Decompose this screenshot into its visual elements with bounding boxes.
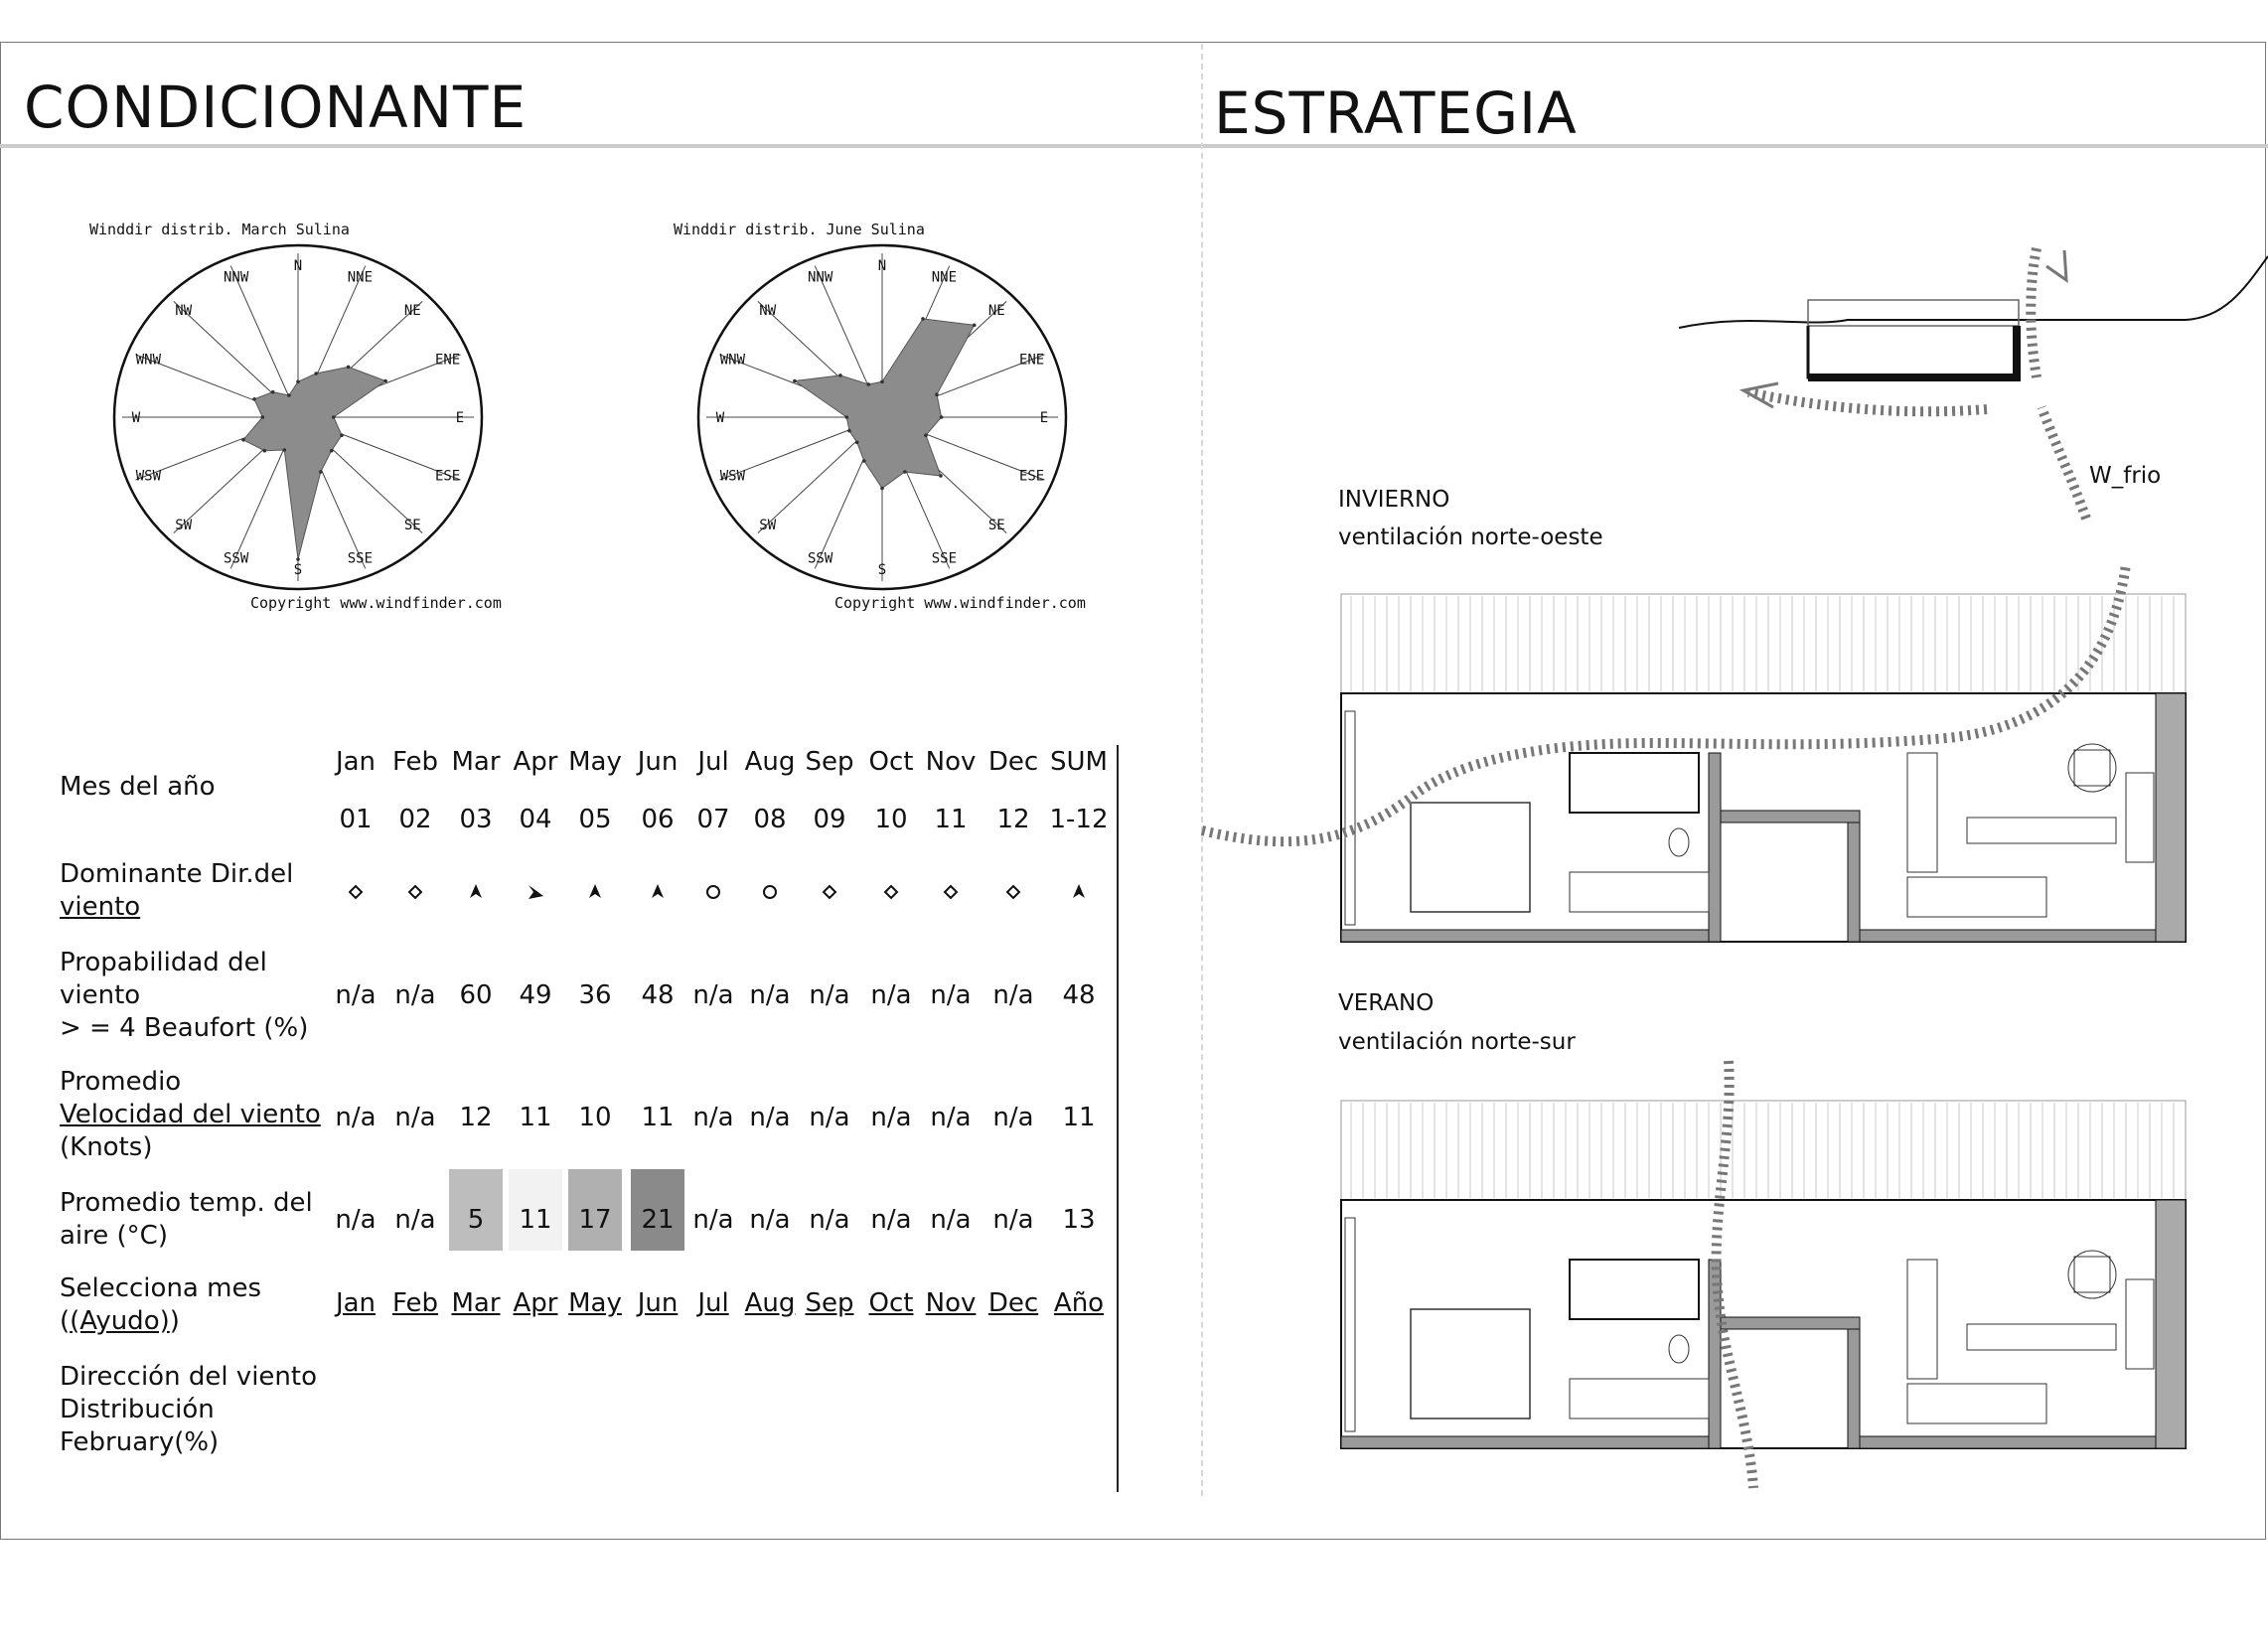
house-section-wall (2013, 326, 2021, 381)
speed-value: n/a (692, 1103, 734, 1132)
plan-wall-core (1848, 811, 1860, 942)
month-header: Jun (637, 747, 679, 777)
rose-direction-label: SE (987, 518, 1005, 534)
prob-value: n/a (692, 980, 734, 1010)
month-code: 11 (934, 805, 968, 834)
wind-rose-june (683, 238, 1081, 596)
paren-open: ( (60, 1306, 71, 1336)
select-month-link[interactable]: Feb (391, 1288, 439, 1318)
temp-value: n/a (335, 1205, 377, 1235)
rose-point (383, 379, 387, 383)
wind-flow-arrow (2031, 248, 2037, 377)
label-prob-line1: Propabilidad del (60, 948, 267, 977)
prob-value: 60 (459, 980, 493, 1010)
label-prob (60, 947, 308, 1045)
temp-value: n/a (809, 1205, 850, 1235)
table-rule (1117, 745, 1119, 1492)
rose-direction-label: NNE (931, 269, 958, 286)
toilet-icon (1669, 1335, 1689, 1363)
speed-value: 11 (641, 1103, 675, 1132)
month-code: 08 (753, 805, 787, 834)
prob-value: n/a (394, 980, 436, 1010)
rose-direction-label: NW (759, 302, 777, 319)
rose-direction-label: ENE (434, 352, 461, 369)
rose-point (283, 448, 287, 452)
wind-diamond-icon (1007, 886, 1019, 898)
prob-value: n/a (870, 980, 912, 1010)
select-month-link[interactable]: Jan (335, 1288, 377, 1318)
prob-value: n/a (335, 980, 377, 1010)
month-header: Sep (805, 747, 854, 777)
label-prob-line3: > = 4 Beaufort (%) (60, 1013, 309, 1043)
winter-title: INVIERNO (1338, 487, 1450, 513)
rose-point (855, 441, 859, 445)
rose-direction-label: NE (403, 302, 421, 319)
month-code: 10 (874, 805, 908, 834)
rose-point (880, 487, 884, 491)
rose-point (287, 393, 291, 397)
prob-value: 48 (641, 980, 675, 1010)
title-estrategia: ESTRATEGIA (1214, 79, 1578, 147)
rose-direction-label: SW (759, 518, 777, 534)
wind-diamond-icon (350, 886, 362, 898)
temp-value: n/a (870, 1205, 912, 1235)
wind-arrow-icon (1073, 884, 1085, 898)
bathtub-icon (1570, 872, 1709, 912)
plan-wall-east (2156, 693, 2186, 942)
speed-value: n/a (335, 1103, 377, 1132)
rose-direction-label: SW (175, 518, 193, 534)
month-code: 06 (641, 805, 675, 834)
rose-march-title: Winddir distrib. March Sulina (89, 221, 350, 238)
rose-direction-label: NNW (807, 269, 833, 286)
rose-point (838, 373, 842, 377)
rose-point (340, 433, 344, 437)
table-icon (2074, 1257, 2110, 1292)
month-header: Jan (335, 747, 377, 777)
paren-close: ) (169, 1306, 180, 1336)
kitchen-island-icon (1967, 1324, 2116, 1350)
bed-icon (1411, 1309, 1530, 1419)
wind-label: W_frio (2089, 463, 2162, 489)
month-header: Jul (697, 747, 729, 777)
label-dist-line2: Distribución (60, 1395, 215, 1424)
temp-value: 5 (467, 1205, 485, 1235)
bathroom (1570, 753, 1699, 813)
select-month-link[interactable]: May (568, 1288, 622, 1318)
rose-direction-label: NW (175, 302, 193, 319)
kitchen-counter-icon (2126, 1279, 2154, 1369)
house-section (1808, 326, 2019, 377)
wind-arrow-icon (589, 884, 601, 898)
rose-point (921, 317, 925, 321)
month-code: 07 (696, 805, 730, 834)
label-speed-line1: Promedio (60, 1067, 182, 1097)
temp-value: n/a (749, 1205, 791, 1235)
rose-point (319, 470, 323, 474)
rose-direction-label: SSW (807, 550, 833, 567)
label-dist-line1: Dirección del viento (60, 1362, 317, 1392)
rose-june-copyright: Copyright www.windfinder.com (834, 594, 1086, 612)
plan-wall-core (1709, 811, 1860, 822)
speed-value: n/a (394, 1103, 436, 1132)
bathtub-icon (1570, 1379, 1709, 1419)
rose-direction-label: ESE (1018, 468, 1045, 485)
summer-subtitle: ventilación norte-sur (1338, 1029, 1576, 1055)
rose-direction-label: NNE (347, 269, 374, 286)
plan-wall-core (1709, 753, 1721, 942)
temp-value: 21 (641, 1205, 675, 1235)
month-code: 09 (813, 805, 846, 834)
speed-value: n/a (992, 1103, 1034, 1132)
rose-point (271, 390, 275, 394)
cabinet-icon (1907, 753, 1937, 872)
temp-value: 11 (519, 1205, 552, 1235)
rose-direction-label: WSW (719, 468, 746, 485)
wind-arrow-icon (470, 884, 482, 898)
wind-calm-icon (764, 886, 776, 898)
label-prob-line2: viento (60, 980, 141, 1010)
speed-value: 12 (459, 1103, 493, 1132)
label-select-line1: Selecciona mes (60, 1273, 261, 1303)
prob-value: n/a (992, 980, 1034, 1010)
month-header: Dec (987, 747, 1039, 777)
rose-point (862, 459, 866, 463)
terrain-line (1679, 256, 2268, 328)
month-header: Mar (451, 747, 501, 777)
label-temp (60, 1187, 313, 1253)
month-header: Apr (513, 747, 558, 777)
west-window (1345, 1218, 1355, 1431)
rose-point (332, 415, 336, 419)
select-month-link[interactable]: Jun (637, 1288, 679, 1318)
summer-title: VERANO (1338, 990, 1435, 1016)
label-dir-line2[interactable]: viento (60, 892, 141, 922)
rose-direction-label: SSE (931, 550, 958, 567)
rose-point (973, 324, 977, 328)
rose-direction-label: NNW (223, 269, 249, 286)
cabinet-icon (1907, 1260, 1937, 1379)
select-month-link[interactable]: Mar (451, 1288, 501, 1318)
bed-icon (1411, 803, 1530, 912)
west-window (1345, 711, 1355, 925)
month-header: Oct (868, 747, 914, 777)
plan-wall-south (1341, 930, 1719, 942)
select-month-link[interactable]: Sep (805, 1288, 854, 1318)
month-code: 01 (339, 805, 373, 834)
sofa-icon (1907, 1384, 2046, 1423)
label-temp-line2: aire (°C) (60, 1221, 168, 1251)
prob-value: n/a (809, 980, 850, 1010)
select-month-link[interactable]: Año (1053, 1288, 1105, 1318)
plan-wall-south (1858, 1436, 2186, 1448)
sofa-icon (1907, 877, 2046, 917)
rose-point (903, 470, 907, 474)
temp-value: 13 (1062, 1205, 1096, 1235)
wind-arrow-icon (652, 884, 664, 898)
wind-diamond-icon (885, 886, 897, 898)
title-condicionante: CONDICIONANTE (24, 74, 528, 141)
rose-direction-label: W (715, 410, 725, 426)
toilet-icon (1669, 828, 1689, 856)
prob-value: 49 (519, 980, 552, 1010)
header-divider (0, 144, 2268, 148)
rose-point (296, 557, 300, 561)
prob-value: 48 (1062, 980, 1096, 1010)
temp-value: n/a (394, 1205, 436, 1235)
prob-value: n/a (930, 980, 972, 1010)
house-section-floor (1808, 373, 2019, 381)
label-dist (60, 1361, 317, 1459)
rose-point (793, 379, 797, 383)
month-header: Feb (391, 747, 439, 777)
label-dist-line3: February(%) (60, 1427, 220, 1457)
kitchen-counter-icon (2126, 773, 2154, 862)
speed-value: n/a (870, 1103, 912, 1132)
label-temp-line1: Promedio temp. del (60, 1188, 313, 1218)
rose-direction-label: SSE (347, 550, 374, 567)
wind-diamond-icon (824, 886, 835, 898)
plan-wall-east (2156, 1200, 2186, 1448)
temp-value: n/a (992, 1205, 1034, 1235)
month-header: May (568, 747, 622, 777)
arrow-head-icon (2046, 250, 2066, 280)
rose-point (241, 438, 245, 442)
table-icon (2074, 750, 2110, 786)
select-month-link[interactable]: Apr (513, 1288, 558, 1318)
plan-wall-core (1709, 1260, 1721, 1448)
kitchen-island-icon (1967, 818, 2116, 843)
rose-point (261, 415, 265, 419)
rose-point (924, 433, 928, 437)
month-code: 1-12 (1049, 805, 1109, 834)
rose-direction-label: E (1039, 410, 1049, 426)
plan-wall-south (1341, 1436, 1719, 1448)
label-speed-line2[interactable]: Velocidad del viento (60, 1100, 321, 1129)
plan-wall-core (1848, 1317, 1860, 1448)
rose-direction-label: WNW (135, 352, 162, 369)
rose-point (845, 415, 849, 419)
select-month-link[interactable]: Jul (697, 1288, 729, 1318)
rose-march-copyright: Copyright www.windfinder.com (250, 594, 502, 612)
rose-direction-label: S (293, 562, 303, 578)
month-code: 05 (578, 805, 612, 834)
select-month-link[interactable]: Dec (987, 1288, 1039, 1318)
select-month-link[interactable]: Oct (868, 1288, 914, 1318)
rose-direction-label: W (131, 410, 141, 426)
rose-point (847, 429, 851, 433)
speed-value: 11 (519, 1103, 552, 1132)
strategy-diagrams (1192, 149, 2268, 1540)
winter-subtitle: ventilación norte-oeste (1338, 524, 1603, 550)
rose-point (263, 449, 267, 453)
help-link[interactable]: (Ayudo) (70, 1306, 170, 1336)
prob-value: 36 (578, 980, 612, 1010)
month-header: Nov (925, 747, 977, 777)
label-speed (60, 1066, 321, 1164)
rose-direction-label: ESE (434, 468, 461, 485)
label-mes: Mes del año (60, 772, 216, 802)
chairs-icon (2068, 1251, 2116, 1298)
speed-value: n/a (930, 1103, 972, 1132)
rose-area (795, 319, 975, 489)
bathroom (1570, 1260, 1699, 1319)
wind-arrow-icon (529, 885, 543, 899)
speed-value: 10 (578, 1103, 612, 1132)
rose-direction-label: S (877, 562, 887, 578)
rose-point (296, 380, 300, 384)
wind-rose-march (99, 238, 497, 596)
rose-direction-label: SSW (223, 550, 249, 567)
rose-point (939, 474, 943, 478)
month-code: 02 (398, 805, 432, 834)
wind-flow-arrow (1748, 392, 1987, 411)
temp-value: n/a (930, 1205, 972, 1235)
month-code: 03 (459, 805, 493, 834)
rose-point (347, 366, 351, 370)
direction-icons (0, 872, 1123, 912)
wind-flow-arrow (2041, 407, 2086, 519)
rose-point (314, 372, 318, 375)
rose-direction-label: N (877, 258, 887, 274)
rose-direction-label: ENE (1018, 352, 1045, 369)
wind-diamond-icon (945, 886, 957, 898)
month-code: 04 (519, 805, 552, 834)
month-header: SUM (1050, 747, 1108, 777)
wind-diamond-icon (409, 886, 421, 898)
label-select (60, 1272, 261, 1338)
rose-direction-label: N (293, 258, 303, 274)
label-dir-line1: Dominante Dir.del (60, 859, 294, 889)
summer-airflow (1717, 1061, 1753, 1488)
rose-direction-label: WNW (719, 352, 746, 369)
rose-point (867, 382, 871, 386)
plan-wall-core (1709, 1317, 1860, 1329)
rose-point (935, 392, 939, 396)
speed-value: n/a (809, 1103, 850, 1132)
rose-direction-label: NE (987, 302, 1005, 319)
plan-wall-south (1858, 930, 2186, 942)
wind-calm-icon (707, 886, 719, 898)
plan-deck (1341, 1101, 2186, 1200)
rose-direction-label: WSW (135, 468, 162, 485)
select-month-link[interactable]: Aug (744, 1288, 796, 1318)
select-month-link[interactable]: Nov (925, 1288, 977, 1318)
rose-area (243, 367, 385, 559)
rose-direction-label: E (455, 410, 465, 426)
temp-value: n/a (692, 1205, 734, 1235)
speed-value: 11 (1062, 1103, 1096, 1132)
rose-point (940, 415, 944, 419)
rose-point (252, 397, 256, 401)
rose-june-title: Winddir distrib. June Sulina (674, 221, 925, 238)
rose-point (330, 449, 334, 453)
month-header: Aug (744, 747, 796, 777)
prob-value: n/a (749, 980, 791, 1010)
label-speed-line3: (Knots) (60, 1132, 153, 1162)
rose-point (880, 380, 884, 384)
rose-direction-label: SE (403, 518, 421, 534)
plan-deck (1341, 594, 2186, 693)
temp-value: 17 (578, 1205, 612, 1235)
chairs-icon (2068, 744, 2116, 792)
month-code: 12 (996, 805, 1030, 834)
speed-value: n/a (749, 1103, 791, 1132)
